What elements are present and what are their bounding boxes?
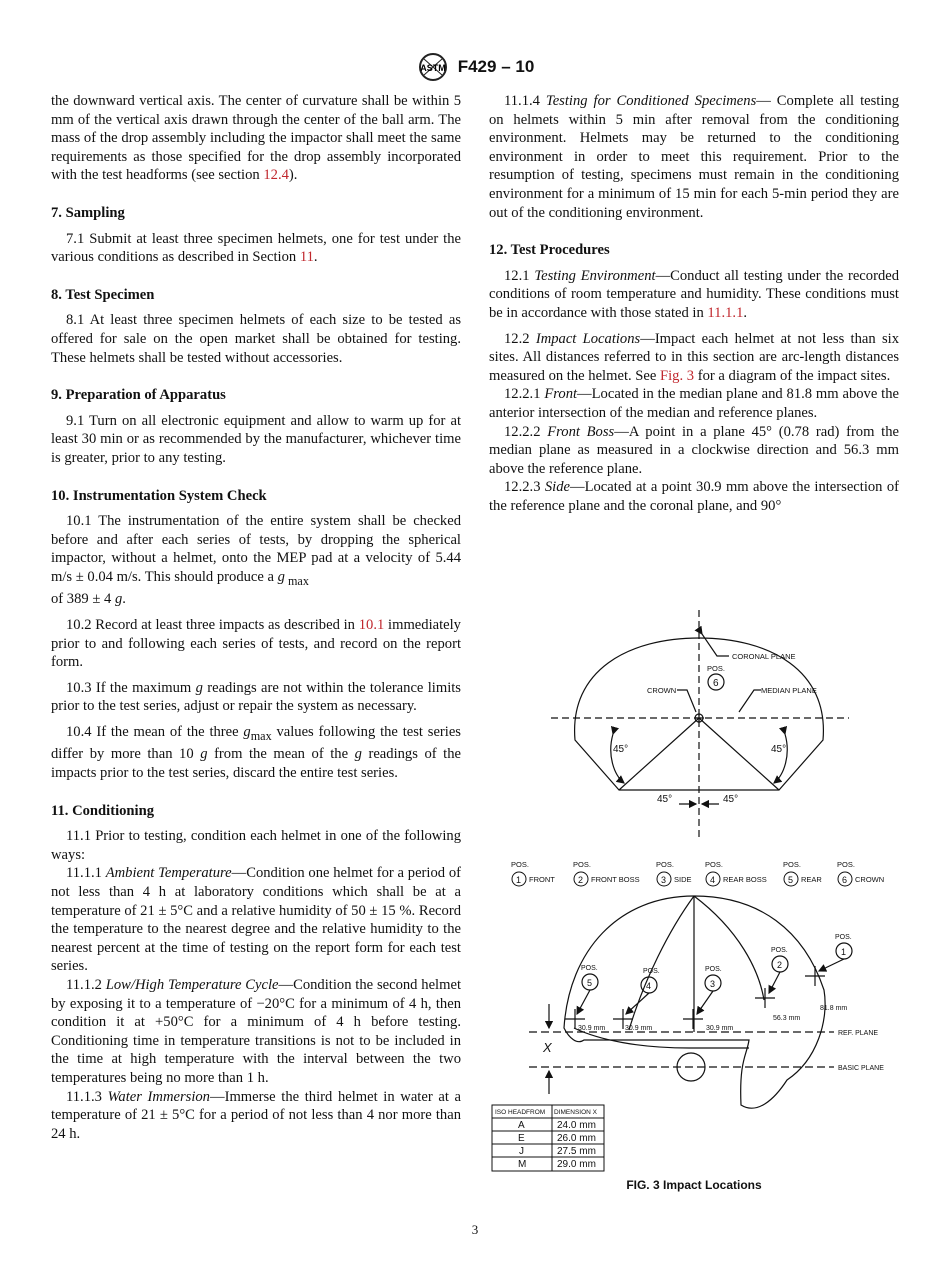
angle-label: 45°	[613, 744, 629, 755]
svg-text:POS.: POS.	[835, 934, 852, 941]
svg-text:81.8 mm: 81.8 mm	[820, 1005, 848, 1012]
svg-text:DIMENSION X: DIMENSION X	[554, 1109, 597, 1116]
svg-text:CROWN: CROWN	[855, 875, 885, 884]
svg-text:6: 6	[842, 875, 848, 885]
svg-text:POS.: POS.	[581, 965, 598, 972]
astm-logo-icon	[416, 52, 450, 82]
right-column	[489, 92, 899, 515]
paragraph-intro: the downward vertical axis. The center of curvature shall be within 5 mm of the vertical axis drawn through the center of the ball arm. The mass of the drop assembly including the impactor shall meet the same requirements as those specified for the drop assembly incorporated with the test headforms (see section 12.4).	[51, 93, 461, 184]
section-link[interactable]: 11	[299, 249, 314, 266]
crown-leader	[677, 690, 696, 712]
paragraph-11-1-1: 11.1.1 Ambient Temperature—Condition one helmet for a period of not less than 4 h at laboratory conditions which shall be at a temperature of 21 ± 5°C and a relative humidity of 50 ± 15 %. Record the temperature to the nearest degree and the relative humidity to the nearest percent at the time of testing on the report form for each test series.	[51, 865, 461, 975]
svg-text:5: 5	[788, 875, 794, 885]
svg-text:29.0 mm: 29.0 mm	[557, 1159, 596, 1170]
paragraph-12-1: 12.1 Testing Environment—Conduct all testing under the recorded conditions of room temperature and humidity. These conditions must be in accordance with those stated in 11.1.1.	[489, 267, 900, 321]
svg-text:REAR BOSS: REAR BOSS	[723, 875, 767, 884]
median-plane-leader	[739, 690, 761, 712]
diagonal-line	[699, 718, 779, 790]
angle-label: 45°	[771, 744, 787, 755]
svg-text:POS.: POS.	[771, 947, 788, 954]
helmet-arc	[629, 896, 694, 1030]
dimension-x-label: X	[543, 1040, 552, 1055]
svg-text:A: A	[518, 1120, 525, 1131]
svg-text:24.0 mm: 24.0 mm	[557, 1120, 596, 1131]
svg-text:2: 2	[777, 960, 783, 970]
paragraph-9-1: 9.1 Turn on all electronic equipment and allow to warm up for at least 30 min or as recommended by the manufacturer, whichever time is greater, prior to any testing.	[51, 412, 461, 466]
svg-text:POS.: POS.	[643, 968, 660, 975]
svg-text:30.9 mm: 30.9 mm	[625, 1025, 653, 1032]
svg-text:POS.: POS.	[511, 860, 529, 869]
section-heading-conditioning: 11. Conditioning	[51, 802, 155, 819]
section-heading-test-specimen: 8. Test Specimen	[51, 286, 155, 303]
section-link[interactable]: 11.1.1	[707, 304, 744, 321]
crown-label: CROWN	[647, 686, 677, 695]
svg-text:ASTM: ASTM	[419, 63, 446, 73]
paragraph-10-1: 10.1 The instrumentation of the entire system shall be checked before and after each series of tests, by dropping the spherical impactor, without a helmet, onto the MEP pad at a velocity of 5.44 m/s ± 0.04 m/s. This should produce a g $_{max}$ of 389 ± 4 g.	[51, 513, 461, 608]
diagonal-line	[619, 718, 699, 790]
figure-caption: FIG. 3 Impact Locations	[626, 1178, 762, 1192]
angle-arc	[774, 734, 787, 783]
paragraph-11-1: 11.1 Prior to testing, condition each helmet in one of the following ways:	[51, 828, 461, 863]
svg-text:FRONT: FRONT	[529, 875, 555, 884]
pos-label: POS.	[707, 664, 725, 673]
paragraph-11-1-3: 11.1.3 Water Immersion—Immerse the third helmet in water at a temperature of 21 ± 5°C for a period of not less than 4 nor more than 24 h.	[51, 1088, 461, 1142]
ref-plane-label: REF. PLANE	[838, 1030, 879, 1037]
paragraph-7-1: 7.1 Submit at least three specimen helmets, one for test under the various conditions as described in Section 11.	[51, 230, 461, 266]
svg-text:5: 5	[587, 978, 593, 988]
svg-text:POS.: POS.	[705, 966, 722, 973]
svg-text:56.3 mm: 56.3 mm	[773, 1015, 801, 1022]
left-column	[51, 92, 461, 1143]
svg-text:2: 2	[578, 875, 584, 885]
paragraph-12-2: 12.2 Impact Locations—Impact each helmet at not less than six sites. All distances referred to in this section are arc-length distances measured on the helmet. See Fig. 3 for a diagram of the impact sites.	[489, 330, 899, 384]
section-link[interactable]: 12.4	[263, 167, 289, 184]
paragraph-12-2-3: 12.2.3 Side—Located at a point 30.9 mm above the intersection of the reference plane and the coronal plane, and 90°	[489, 479, 899, 514]
svg-text:M: M	[518, 1159, 527, 1170]
page-header	[0, 52, 950, 82]
paragraph-10-2: 10.2 Record at least three impacts as described in 10.1 immediately prior to and following each series of tests, and record on the report form.	[51, 616, 461, 671]
section-link[interactable]: 10.1	[358, 616, 385, 633]
svg-text:3: 3	[661, 875, 667, 885]
svg-text:E: E	[518, 1133, 525, 1144]
svg-text:ISO HEADFROM: ISO HEADFROM	[495, 1109, 546, 1116]
figure-impact-locations	[489, 600, 899, 1200]
svg-text:POS.: POS.	[783, 860, 801, 869]
svg-text:SIDE: SIDE	[674, 875, 692, 884]
svg-text:POS.: POS.	[573, 860, 591, 869]
svg-text:26.0 mm: 26.0 mm	[557, 1133, 596, 1144]
svg-text:1: 1	[841, 947, 847, 957]
basic-plane-label: BASIC PLANE	[838, 1065, 884, 1072]
paragraph-10-4: 10.4 If the mean of the three $g_{max}$ values following the test series differ by more than 10 g from the mean of the g readings of the impacts prior to the test series, discard the entire test series.	[51, 723, 462, 782]
svg-text:27.5 mm: 27.5 mm	[557, 1146, 596, 1157]
paragraph-11-1-4: 11.1.4 Testing for Conditioned Specimens— Complete all testing on helmets within 5 min after removal from the conditioning environment. Helmets may be returned to the conditioning environment in order to meet this requirement. Prior to the resumption of testing, specimens must remain in the conditioning environment for a minimum of 15 min for each 5-min period they are out of the conditioning environment.	[489, 93, 899, 221]
svg-text:FRONT BOSS: FRONT BOSS	[591, 875, 640, 884]
helmet-arc	[694, 896, 764, 1000]
coronal-plane-label: CORONAL PLANE	[732, 652, 796, 661]
paragraph-12-2-1: 12.2.1 Front—Located in the median plane and 81.8 mm above the anterior intersection of the median and reference planes.	[489, 386, 899, 421]
paragraph-12-2-2: 12.2.2 Front Boss—A point in a plane 45° (0.78 rad) from the median plane as measured in a clockwise direction and 56.3 mm above the reference plane.	[489, 423, 899, 477]
section-heading-instrumentation: 10. Instrumentation System Check	[51, 487, 267, 504]
section-heading-preparation: 9. Preparation of Apparatus	[51, 387, 226, 404]
svg-text:POS.: POS.	[705, 860, 723, 869]
svg-text:1: 1	[516, 875, 522, 885]
paragraph-11-1-2: 11.1.2 Low/High Temperature Cycle—Condition the second helmet by exposing it to a temperature of −20°C for a minimum of 4 h, then condition it at +50°C for a minimum of 4 h before testing. Conditioning time in temperature transitions is not to be included in the time at high temperature with the interval between the two temperatures being no more than 1 h.	[51, 976, 461, 1086]
pos-6-number: 6	[713, 678, 719, 689]
angle-label: 45°	[723, 794, 739, 805]
svg-text:3: 3	[710, 979, 716, 989]
svg-text:POS.: POS.	[656, 860, 674, 869]
angle-arc	[611, 734, 624, 783]
median-plane-label: MEDIAN PLANE	[761, 686, 817, 695]
svg-text:30.9 mm: 30.9 mm	[578, 1025, 606, 1032]
figure-diagram	[489, 600, 899, 1180]
paragraph-10-3: 10.3 If the maximum g readings are not within the tolerance limits prior to the test series, adjust or repair the system as necessary.	[51, 679, 461, 715]
figure-link[interactable]: Fig. 3	[660, 367, 695, 384]
coronal-plane-leader	[702, 634, 729, 656]
paragraph-8-1: 8.1 At least three specimen helmets of each size to be tested as offered for sale on the open market shall be obtained for testing. These helmets shall be tested without accessories.	[51, 312, 461, 366]
svg-text:J: J	[519, 1146, 524, 1157]
section-heading-test-procedures: 12. Test Procedures	[489, 242, 610, 259]
svg-text:30.9 mm: 30.9 mm	[706, 1025, 734, 1032]
dimension-table	[492, 1105, 604, 1171]
svg-text:4: 4	[710, 875, 716, 885]
page-number: 3	[471, 1222, 479, 1237]
section-heading-sampling: 7. Sampling	[51, 204, 125, 221]
svg-text:REAR: REAR	[801, 875, 822, 884]
document-id: F429 – 10	[457, 57, 535, 76]
angle-label: 45°	[657, 794, 673, 805]
svg-text:4: 4	[646, 981, 652, 991]
svg-text:POS.: POS.	[837, 860, 855, 869]
